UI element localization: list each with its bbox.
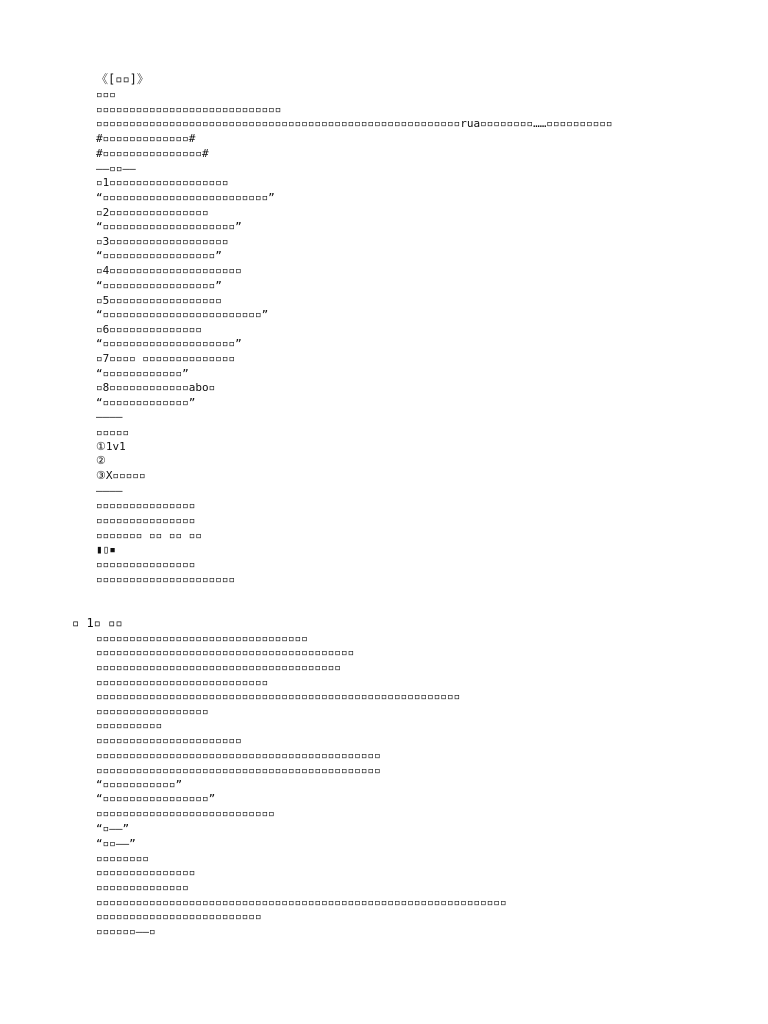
chapter-line: ▫▫▫▫▫▫▫▫ <box>96 852 149 865</box>
notes-paragraph: ▫▫▫▫▫▫▫▫▫▫▫▫▫▫▫ <box>96 514 196 527</box>
entry-title: ▫2▫▫▫▫▫▫▫▫▫▫▫▫▫▫▫ <box>96 206 209 219</box>
entry-quote: “▫▫▫▫▫▫▫▫▫▫▫▫▫▫▫▫▫” <box>96 279 222 292</box>
chapter-line: ▫▫▫▫▫▫▫▫▫▫▫▫▫▫▫▫▫▫▫▫▫▫▫▫▫▫▫▫▫▫▫▫▫▫▫▫▫▫▫ <box>96 646 355 659</box>
notes-paragraph: ▫▫▫▫▫▫▫▫▫▫▫▫▫▫▫ <box>96 499 196 512</box>
entry-title: ▫4▫▫▫▫▫▫▫▫▫▫▫▫▫▫▫▫▫▫▫▫ <box>96 264 242 277</box>
entry-title: ▫7▫▫▫▫ ▫▫▫▫▫▫▫▫▫▫▫▫▫▫ <box>96 352 236 365</box>
chapter-line: ▫▫▫▫▫▫——▫ <box>96 925 156 938</box>
notes-paragraph: ▮▯▪ <box>96 543 116 556</box>
note-item-3: ③X▫▫▫▫▫ <box>96 469 146 482</box>
chapter-line: “▫▫——” <box>96 837 136 850</box>
chapter-line: “▫▫▫▫▫▫▫▫▫▫▫▫▫▫▫▫” <box>96 792 216 805</box>
entry-quote: “▫▫▫▫▫▫▫▫▫▫▫▫▫▫▫▫▫▫▫▫” <box>96 220 242 233</box>
entry-title: ▫5▫▫▫▫▫▫▫▫▫▫▫▫▫▫▫▫▫ <box>96 294 222 307</box>
chapter-line: ▫▫▫▫▫▫▫▫▫▫▫▫▫▫▫▫▫▫▫▫▫▫▫▫▫▫ <box>96 676 269 689</box>
chapter-line: ▫▫▫▫▫▫▫▫▫▫ <box>96 719 163 732</box>
chapter-line: ▫▫▫▫▫▫▫▫▫▫▫▫▫▫▫▫▫▫▫▫▫▫▫▫▫▫▫▫▫▫▫▫▫▫▫▫▫▫▫▫▫▫▫ <box>96 749 381 762</box>
chapter-heading: ▫ 1▫ ▫▫ <box>72 616 123 630</box>
tag-line-1: #▫▫▫▫▫▫▫▫▫▫▫▫▫# <box>96 132 196 145</box>
entry-title: ▫1▫▫▫▫▫▫▫▫▫▫▫▫▫▫▫▫▫▫ <box>96 176 229 189</box>
note-item-1: ①1v1 <box>96 440 126 453</box>
entry-quote: “▫▫▫▫▫▫▫▫▫▫▫▫▫▫▫▫▫▫▫▫▫▫▫▫” <box>96 308 269 321</box>
tagline: ▫▫▫▫▫▫▫▫▫▫▫▫▫▫▫▫▫▫▫▫▫▫▫▫▫▫▫▫ <box>96 103 282 116</box>
chapter-line: ▫▫▫▫▫▫▫▫▫▫▫▫▫▫▫▫▫ <box>96 705 209 718</box>
summary-line: ▫▫▫▫▫▫▫▫▫▫▫▫▫▫▫▫▫▫▫▫▫▫▫▫▫▫▫▫▫▫▫▫▫▫▫▫▫▫▫▫▫▫▫▫▫▫▫▫▫▫▫▫▫▫▫rua▫▫▫▫▫▫▫▫……▫▫▫▫▫▫▫▫▫▫ <box>96 117 613 130</box>
notes-paragraph: ▫▫▫▫▫▫▫▫▫▫▫▫▫▫▫▫▫▫▫▫▫ <box>96 573 236 586</box>
entry-quote: “▫▫▫▫▫▫▫▫▫▫▫▫▫▫▫▫▫” <box>96 249 222 262</box>
notes-paragraph: ▫▫▫▫▫▫▫ ▫▫ ▫▫ ▫▫ <box>96 529 202 542</box>
horizontal-rule: ———— <box>96 484 123 497</box>
book-title: 《[▫▫]》 <box>96 72 149 86</box>
chapter-line: ▫▫▫▫▫▫▫▫▫▫▫▫▫▫▫▫▫▫▫▫▫▫▫▫▫▫▫▫▫▫▫▫▫▫▫▫▫ <box>96 661 342 674</box>
chapter-line: ▫▫▫▫▫▫▫▫▫▫▫▫▫▫▫▫▫▫▫▫▫▫▫▫▫▫▫▫▫▫▫▫▫▫▫▫▫▫▫▫▫▫▫▫▫▫▫▫▫▫▫▫▫▫▫▫▫▫▫▫▫▫ <box>96 896 507 909</box>
notes-paragraph: ▫▫▫▫▫▫▫▫▫▫▫▫▫▫▫ <box>96 558 196 571</box>
entry-quote: “▫▫▫▫▫▫▫▫▫▫▫▫▫” <box>96 396 196 409</box>
notes-heading: ▫▫▫▫▫ <box>96 426 130 439</box>
entry-title: ▫3▫▫▫▫▫▫▫▫▫▫▫▫▫▫▫▫▫▫ <box>96 235 229 248</box>
chapter-line: ▫▫▫▫▫▫▫▫▫▫▫▫▫▫▫▫▫▫▫▫▫▫▫▫▫▫▫▫▫▫▫▫ <box>96 632 308 645</box>
horizontal-rule: ———— <box>96 410 123 423</box>
chapter-line: “▫——” <box>96 822 130 835</box>
entry-quote: “▫▫▫▫▫▫▫▫▫▫▫▫▫▫▫▫▫▫▫▫” <box>96 337 242 350</box>
section-divider-title: ——▫▫—— <box>96 162 136 175</box>
entry-title: ▫8▫▫▫▫▫▫▫▫▫▫▫▫abo▫ <box>96 381 216 394</box>
entry-quote: “▫▫▫▫▫▫▫▫▫▫▫▫▫▫▫▫▫▫▫▫▫▫▫▫▫” <box>96 191 275 204</box>
tag-line-2: #▫▫▫▫▫▫▫▫▫▫▫▫▫▫▫# <box>96 147 209 160</box>
chapter-line: ▫▫▫▫▫▫▫▫▫▫▫▫▫▫ <box>96 881 189 894</box>
chapter-line: ▫▫▫▫▫▫▫▫▫▫▫▫▫▫▫▫▫▫▫▫▫▫▫▫▫ <box>96 910 262 923</box>
chapter-line: ▫▫▫▫▫▫▫▫▫▫▫▫▫▫▫▫▫▫▫▫▫▫▫▫▫▫▫ <box>96 807 275 820</box>
chapter-line: ▫▫▫▫▫▫▫▫▫▫▫▫▫▫▫▫▫▫▫▫▫▫ <box>96 734 242 747</box>
chapter-line: ▫▫▫▫▫▫▫▫▫▫▫▫▫▫▫▫▫▫▫▫▫▫▫▫▫▫▫▫▫▫▫▫▫▫▫▫▫▫▫▫▫▫▫▫▫▫▫▫▫▫▫▫▫▫▫ <box>96 690 461 703</box>
chapter-line: ▫▫▫▫▫▫▫▫▫▫▫▫▫▫▫ <box>96 866 196 879</box>
entry-title: ▫6▫▫▫▫▫▫▫▫▫▫▫▫▫▫ <box>96 323 202 336</box>
note-item-2: ② <box>96 454 106 467</box>
author-line: ▫▫▫ <box>96 88 116 101</box>
chapter-line: “▫▫▫▫▫▫▫▫▫▫▫” <box>96 778 183 791</box>
chapter-line: ▫▫▫▫▫▫▫▫▫▫▫▫▫▫▫▫▫▫▫▫▫▫▫▫▫▫▫▫▫▫▫▫▫▫▫▫▫▫▫▫▫▫▫ <box>96 764 381 777</box>
entry-quote: “▫▫▫▫▫▫▫▫▫▫▫▫” <box>96 367 189 380</box>
